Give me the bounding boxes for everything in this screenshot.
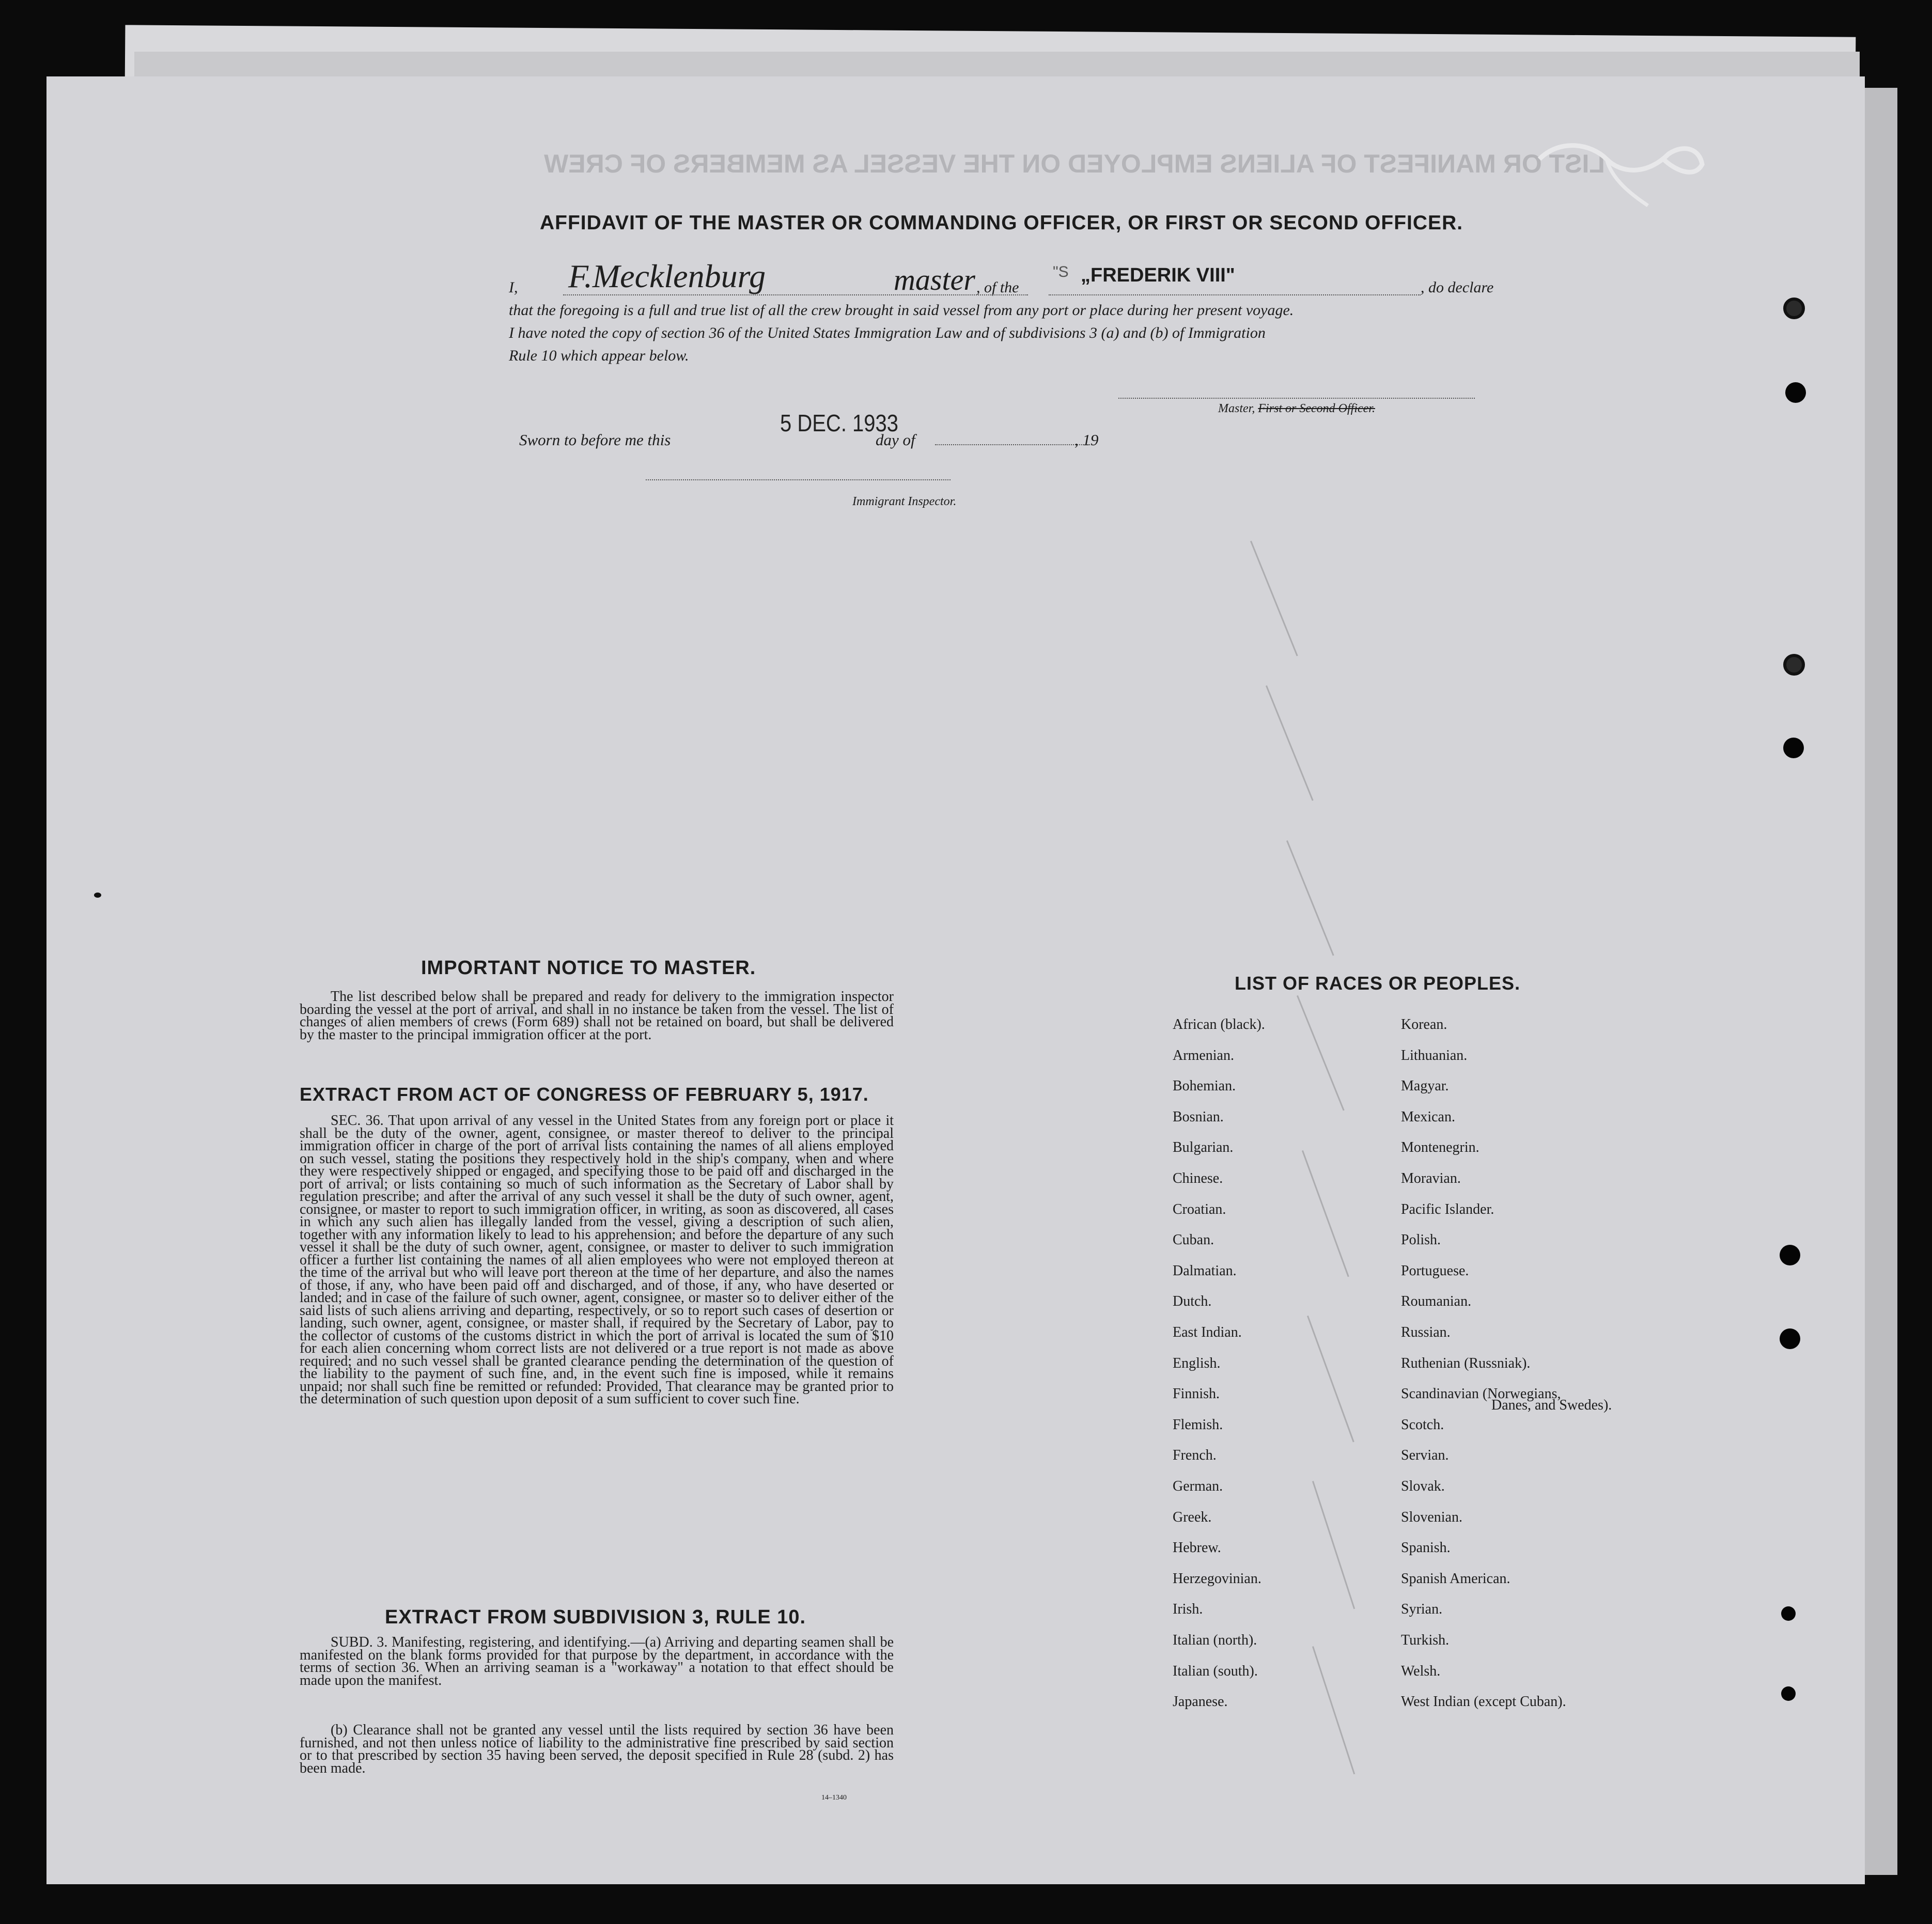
affidavit-line4: Rule 10 which appear below. bbox=[509, 347, 689, 364]
month-line bbox=[935, 444, 1090, 445]
race-item: Scotch. bbox=[1401, 1416, 1444, 1433]
race-item: Herzegovinian. bbox=[1173, 1570, 1261, 1587]
race-item: Polish. bbox=[1401, 1232, 1441, 1248]
race-item: West Indian (except Cuban). bbox=[1401, 1694, 1566, 1710]
punch-hole bbox=[1783, 298, 1805, 319]
master-officer-label bbox=[1218, 402, 1375, 416]
race-item: Bohemian. bbox=[1173, 1078, 1236, 1094]
race-scandinavian-cont: Danes, and Swedes). bbox=[1491, 1397, 1612, 1413]
race-item: Flemish. bbox=[1173, 1416, 1223, 1433]
punch-hole bbox=[1783, 654, 1805, 676]
race-item: Japanese. bbox=[1173, 1694, 1228, 1710]
vessel-name-stamp: „FREDERIK VIII" bbox=[1081, 264, 1235, 286]
race-item: Magyar. bbox=[1401, 1078, 1449, 1094]
master-signature-line bbox=[1118, 398, 1475, 399]
date-stamp: 5 DEC. 1933 bbox=[780, 410, 899, 437]
race-item: Montenegrin. bbox=[1401, 1139, 1479, 1156]
race-item: Bosnian. bbox=[1173, 1108, 1224, 1125]
race-item: Welsh. bbox=[1401, 1663, 1441, 1679]
race-item: Scandinavian (Norwegians, bbox=[1401, 1386, 1561, 1402]
race-item: Cuban. bbox=[1173, 1232, 1214, 1248]
rule-extract-text-b: (b) Clearance shall not be granted any vessel until the lists required by section 36 have been furnished, and not then unless notice of liability to the administrative fine prescribed by said section or to that prescribed by section 35 having been served, the deposit specified in Rule 28 (subd. 2) has been made. bbox=[300, 1722, 894, 1776]
notice-text: The list described below shall be prepared and ready for delivery to the immigration inspector boarding the vessel at the port of arrival, and shall in no instance be taken from the vessel. The list of changes of alien members of crews (Form 689) shall not be retained on board, but shall be delivered by the master to the principal immigration officer at the port. bbox=[300, 989, 894, 1043]
race-item: Chinese. bbox=[1173, 1170, 1223, 1186]
name-line bbox=[563, 294, 1028, 295]
do-declare-text: , do declare bbox=[1421, 279, 1494, 296]
master-label: Master, bbox=[1218, 402, 1255, 415]
race-item: German. bbox=[1173, 1478, 1223, 1494]
ink-dot bbox=[94, 893, 101, 898]
day-of-text: day of bbox=[876, 431, 915, 449]
race-item: Dutch. bbox=[1173, 1293, 1212, 1310]
inspector-signature-line bbox=[646, 479, 951, 480]
rule-extract-text-a: SUBD. 3. Manifesting, registering, and identifying.—(a) Arriving and departing seamen shall be manifested on the blank forms provided for that purpose by the department, in accordance with the terms of section 36. When an arriving seaman is a "workaway" a notation to that effect should be made upon the manifest. bbox=[300, 1634, 894, 1688]
handwritten-scribble bbox=[1529, 128, 1715, 216]
struck-officer-label: First or Second Officer. bbox=[1258, 402, 1375, 415]
race-item: Mexican. bbox=[1401, 1108, 1455, 1125]
of-the-text: , of the bbox=[976, 279, 1019, 296]
master-signature: F.Mecklenburg bbox=[568, 258, 766, 294]
rule-extract-title: EXTRACT FROM SUBDIVISION 3, RULE 10. bbox=[385, 1606, 806, 1628]
race-item: African (black). bbox=[1173, 1016, 1265, 1033]
race-item: English. bbox=[1173, 1355, 1221, 1371]
punch-hole bbox=[1780, 1245, 1800, 1265]
race-item: Portuguese. bbox=[1401, 1262, 1469, 1279]
race-item: Turkish. bbox=[1401, 1632, 1450, 1648]
affidavit-line2: that the foregoing is a full and true list of all the crew brought in said vessel from any port or place during her present voyage. bbox=[509, 302, 1294, 319]
vessel-line bbox=[1049, 294, 1421, 295]
race-item: Servian. bbox=[1401, 1447, 1449, 1464]
race-item: Roumanian. bbox=[1401, 1293, 1472, 1310]
affidavit-line3: I have noted the copy of section 36 of the United States Immigration Law and of subdivisions 3 (a) and (b) of Immigration bbox=[509, 324, 1266, 341]
race-item: Italian (north). bbox=[1173, 1632, 1257, 1648]
punch-hole bbox=[1780, 1328, 1800, 1349]
race-item: Bulgarian. bbox=[1173, 1139, 1234, 1156]
race-item: Moravian. bbox=[1401, 1170, 1461, 1186]
document-page bbox=[46, 76, 1865, 1884]
notice-title: IMPORTANT NOTICE TO MASTER. bbox=[421, 957, 756, 979]
punch-hole bbox=[1781, 1606, 1796, 1621]
inspector-label: Immigrant Inspector. bbox=[852, 495, 957, 508]
act-extract-text: SEC. 36. That upon arrival of any vessel in the United States from any foreign port or place it shall be the duty of the owner, agent, consignee, or master thereof to deliver to the principal immigration officer in charge of the port of arrival lists containing the names of all aliens employed on such vessel, stating the positions they respectively hold in the ship's company, when and where they were respectively shipped or engaged, and specifying those to be paid off and discharged in the port of arrival; or lists containing so much of such information as the Secretary of Labor shall by regulation prescribe; and after the arrival of any such vessel it shall be the duty of such owner, agent, consignee, or master to report to such immigration officer, in writing, as soon as discovered, all cases in which any such alien has illegally landed from the vessel, giving a description of such alien, together with any information likely to lead to his apprehension; and before the departure of any such vessel it shall be the duty of such owner, agent, consignee, or master to deliver to such immigration officer a further list containing the names of all alien employees who were not employed thereon at the time of the arrival but who will leave port thereon at the time of her departure, and also the names of those, if any, who have been paid off and discharged, and of those, if any, who have deserted or landed; and in case of the failure of such owner, agent, consignee, or master so to deliver either of the said lists of such aliens arriving and departing, respectively, or so to report such cases of desertion or landing, such owner, agent, consignee, or master shall, if required by the Secretary of Labor, pay to the collector of customs of the customs district in which the port of arrival is located the sum of $10 for each alien concerning whom correct lists are not delivered or a true report is not made as above required; and no such vessel shall be granted clearance pending the determination of the question of the liability to the payment of such fine, and, in the event such fine is imposed, while it remains unpaid; nor shall such fine be remitted or refunded: Provided, That clearance may be granted prior to the determination of such question upon deposit of a sum sufficient to cover such fine. bbox=[300, 1113, 894, 1407]
race-item: Hebrew. bbox=[1173, 1540, 1221, 1556]
race-item: Greek. bbox=[1173, 1509, 1212, 1525]
race-item: Armenian. bbox=[1173, 1047, 1234, 1063]
race-item: Russian. bbox=[1401, 1324, 1451, 1340]
bleed-through-heading: LIST OR MANIFEST OF ALIENS EMPLOYED ON THE VESSEL AS MEMBERS OF CREW bbox=[544, 149, 1605, 178]
race-item: Spanish. bbox=[1401, 1540, 1451, 1556]
race-item: Korean. bbox=[1401, 1016, 1447, 1033]
form-number: 14–1340 bbox=[821, 1794, 847, 1802]
act-extract-title: EXTRACT FROM ACT OF CONGRESS OF FEBRUARY 5, 1917. bbox=[300, 1084, 869, 1105]
punch-hole bbox=[1785, 382, 1806, 403]
race-item: Finnish. bbox=[1173, 1386, 1220, 1402]
race-item: East Indian. bbox=[1173, 1324, 1242, 1340]
race-item: Slovenian. bbox=[1401, 1509, 1462, 1525]
race-item: Pacific Islander. bbox=[1401, 1201, 1494, 1217]
race-item: Ruthenian (Russniak). bbox=[1401, 1355, 1531, 1371]
vessel-prefix: "S bbox=[1053, 263, 1069, 280]
handwritten-master: master bbox=[894, 263, 975, 296]
race-item: Dalmatian. bbox=[1173, 1262, 1237, 1279]
line1-prefix: I, bbox=[509, 279, 518, 296]
affidavit-title: AFFIDAVIT OF THE MASTER OR COMMANDING OFFICER, OR FIRST OR SECOND OFFICER. bbox=[540, 212, 1463, 234]
year-text: , 19 bbox=[1074, 431, 1099, 449]
punch-hole bbox=[1783, 738, 1804, 758]
race-item: Irish. bbox=[1173, 1601, 1203, 1618]
race-item: Slovak. bbox=[1401, 1478, 1445, 1494]
race-item: Lithuanian. bbox=[1401, 1047, 1468, 1063]
sworn-text: Sworn to before me this bbox=[519, 431, 671, 449]
race-item: Italian (south). bbox=[1173, 1663, 1258, 1679]
races-title: LIST OF RACES OR PEOPLES. bbox=[1235, 973, 1521, 994]
race-item: Spanish American. bbox=[1401, 1570, 1510, 1587]
race-item: Croatian. bbox=[1173, 1201, 1226, 1217]
race-item: Syrian. bbox=[1401, 1601, 1443, 1618]
punch-hole bbox=[1781, 1686, 1796, 1701]
race-item: French. bbox=[1173, 1447, 1217, 1464]
